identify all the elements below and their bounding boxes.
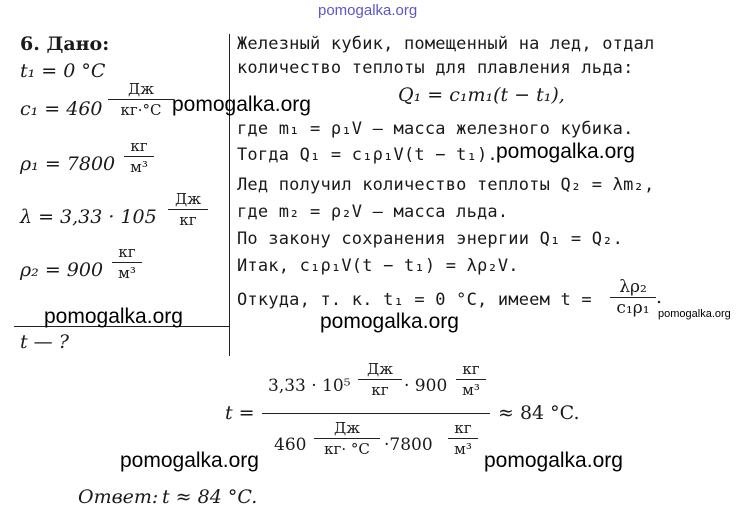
- watermark-6: pomogalka.org: [484, 449, 623, 472]
- given-t1: t₁ = 0 °C: [20, 60, 106, 82]
- given-heading: 6. Дано:: [20, 33, 110, 55]
- unit-numerator: кг: [462, 360, 480, 378]
- formula-rhs: ≈ 84 °C.: [498, 402, 580, 424]
- formula-num-a-unit: [358, 360, 402, 399]
- unit-numerator: кг: [454, 419, 472, 437]
- fraction-bar: [456, 379, 486, 380]
- watermark-top: pomogalka.org: [318, 2, 418, 19]
- watermark-5: pomogalka.org: [120, 449, 259, 472]
- watermark-small: pomogalka.org: [658, 308, 731, 320]
- fraction-bar: [448, 438, 478, 439]
- formula-num-b-unit: [456, 360, 486, 399]
- solution-line-1: Железный кубик, помещенный на лед, отдал: [237, 34, 655, 54]
- given-rho2-unit: [112, 243, 142, 282]
- unit-denominator: кг·°C: [120, 101, 162, 119]
- unit-denominator: м³: [130, 158, 148, 176]
- solution-line-7: где m₂ = ρ₂V — масса льда.: [237, 202, 509, 222]
- given-rho2: ρ₂ = 900: [20, 259, 104, 281]
- solution-line-6: Лед получил количество теплоты Q₂ = λm₂,: [237, 175, 655, 195]
- given-rho1: ρ₁ = 7800: [20, 153, 116, 175]
- formula-den-a-unit: [314, 419, 380, 458]
- solution-line-2: количество теплоты для плавления льда:: [237, 58, 634, 78]
- formula-den-b-unit: [448, 419, 478, 458]
- formula-num-b: · 900: [404, 376, 448, 396]
- unit-denominator: кг· °C: [324, 440, 370, 458]
- unit-numerator: Дж: [334, 419, 360, 437]
- unit-numerator: Дж: [175, 190, 201, 208]
- fraction-bar: [112, 262, 142, 263]
- fraction-bar: [314, 438, 380, 439]
- given-c1: c₁ = 460: [20, 98, 103, 120]
- unit-numerator: кг: [130, 137, 148, 155]
- solution-line-8: По закону сохранения энергии Q₁ = Q₂.: [237, 229, 624, 249]
- unit-denominator: кг: [179, 211, 197, 229]
- unit-denominator: м³: [454, 440, 472, 458]
- solution-line-9: Итак, c₁ρ₁V(t − t₁) = λρ₂V.: [237, 256, 519, 276]
- unit-denominator: м³: [462, 381, 480, 399]
- solution-line-10: Откуда, т. к. t₁ = 0 °C, имеем t =: [237, 290, 592, 310]
- unit-numerator: кг: [118, 243, 136, 261]
- watermark-2: pomogalka.org: [496, 140, 635, 163]
- watermark-1: pomogalka.org: [172, 93, 311, 116]
- formula-lhs: t =: [225, 402, 255, 424]
- answer-value: t ≈ 84 °C.: [162, 486, 258, 508]
- fraction-numerator: λρ₂: [619, 277, 647, 297]
- watermark-3: pomogalka.org: [44, 305, 183, 328]
- formula-num-a: 3,33 · 10⁵: [268, 376, 351, 396]
- fraction-bar: [168, 209, 208, 210]
- given-lambda: λ = 3,33 · 105: [20, 206, 157, 228]
- given-rho1-unit: [124, 137, 154, 176]
- fraction-denominator: c₁ρ₁: [616, 298, 650, 318]
- given-lambda-unit: [168, 190, 208, 229]
- given-c1-unit: [108, 80, 174, 119]
- given-divider: [229, 34, 230, 356]
- unit-denominator: м³: [118, 264, 136, 282]
- solution-line-4: где m₁ = ρ₁V — масса железного кубика.: [237, 119, 634, 139]
- fraction-bar: [124, 156, 154, 157]
- fraction-bar: [108, 99, 174, 100]
- solution-line-3: Q₁ = c₁m₁(t − t₁),: [398, 84, 565, 106]
- solution-line-5: Тогда Q₁ = c₁ρ₁V(t − t₁).: [237, 145, 498, 165]
- watermark-4: pomogalka.org: [320, 310, 459, 333]
- formula-den-a: 460: [274, 435, 307, 455]
- unit-denominator: кг: [371, 381, 389, 399]
- formula-den-b: ·7800: [384, 435, 433, 455]
- formula-main-bar: [262, 413, 490, 414]
- answer-label: Ответ:: [78, 486, 159, 508]
- solution-t-fraction: [610, 278, 656, 317]
- unit-numerator: Дж: [128, 80, 154, 98]
- unit-numerator: Дж: [367, 360, 393, 378]
- fraction-bar: [358, 379, 402, 380]
- solution-line-10-end: .: [656, 286, 663, 308]
- find-label: t — ?: [20, 331, 69, 353]
